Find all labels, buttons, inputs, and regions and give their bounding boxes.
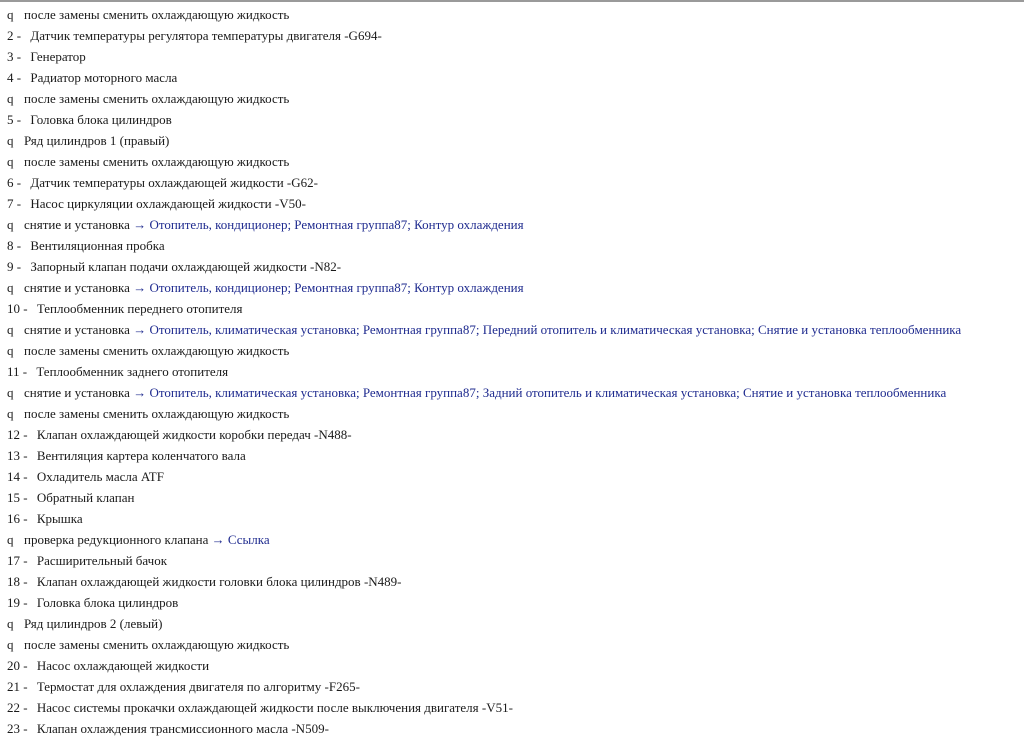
reference-link[interactable]: Отопитель, климатическая установка; Ремонтная группа87; Задний отопитель и климатическая установка; Снятие и установка теплообменника <box>149 385 947 400</box>
list-item-bullet <box>7 529 1024 550</box>
item-number: 22 - <box>7 700 28 715</box>
item-number: 8 - <box>7 238 22 253</box>
list-item-bullet <box>7 88 1024 109</box>
list-item-bullet <box>7 151 1024 172</box>
item-text: снятие и установка <box>24 280 130 295</box>
item-text: Генератор <box>30 49 86 64</box>
list-item-numbered <box>7 424 1024 445</box>
list-item-bullet <box>7 634 1024 655</box>
reference-link[interactable]: Отопитель, климатическая установка; Ремонтная группа87; Передний отопитель и климатическая установка; Снятие и установка теплообменника <box>149 322 962 337</box>
item-number: 23 - <box>7 721 28 736</box>
item-text: после замены сменить охлаждающую жидкость <box>24 343 290 358</box>
item-text: Головка блока цилиндров <box>36 595 179 610</box>
component-list <box>7 4 1024 736</box>
arrow-icon: → <box>133 322 147 337</box>
bullet-marker: q <box>7 385 14 400</box>
list-item-numbered <box>7 487 1024 508</box>
item-number: 13 - <box>7 448 28 463</box>
item-number: 9 - <box>7 259 22 274</box>
list-item-bullet <box>7 340 1024 361</box>
list-item-numbered <box>7 592 1024 613</box>
list-item-bullet <box>7 319 1024 340</box>
item-text: Термостат для охлаждения двигателя по алгоритму -F265- <box>36 679 360 694</box>
list-item-bullet <box>7 130 1024 151</box>
item-number: 12 - <box>7 427 28 442</box>
item-number: 19 - <box>7 595 28 610</box>
item-number: 10 - <box>7 301 28 316</box>
list-item-numbered <box>7 718 1024 736</box>
item-text: после замены сменить охлаждающую жидкость <box>24 637 290 652</box>
list-item-numbered <box>7 571 1024 592</box>
list-item-bullet <box>7 277 1024 298</box>
list-item-numbered <box>7 46 1024 67</box>
list-item-numbered <box>7 172 1024 193</box>
list-item-bullet <box>7 403 1024 424</box>
item-text: после замены сменить охлаждающую жидкость <box>24 7 290 22</box>
bullet-marker: q <box>7 91 14 106</box>
item-text: Запорный клапан подачи охлаждающей жидкости -N82- <box>30 259 342 274</box>
list-item-numbered <box>7 298 1024 319</box>
item-text: Расширительный бачок <box>36 553 168 568</box>
item-text: снятие и установка <box>24 217 130 232</box>
item-text: Радиатор моторного масла <box>30 70 178 85</box>
arrow-icon: → <box>133 280 147 295</box>
item-text: Теплообменник заднего отопителя <box>36 364 229 379</box>
item-number: 20 - <box>7 658 28 673</box>
item-text: после замены сменить охлаждающую жидкость <box>24 154 290 169</box>
item-number: 7 - <box>7 196 22 211</box>
item-text: Клапан охлаждающей жидкости головки блока цилиндров -N489- <box>36 574 402 589</box>
arrow-icon: → <box>211 532 225 547</box>
list-item-bullet <box>7 613 1024 634</box>
item-text: Крышка <box>36 511 83 526</box>
list-item-numbered <box>7 676 1024 697</box>
item-text: Датчик температуры охлаждающей жидкости -G62- <box>30 175 318 190</box>
list-item-numbered <box>7 109 1024 130</box>
reference-link[interactable]: Отопитель, кондиционер; Ремонтная группа87; Контур охлаждения <box>149 280 524 295</box>
list-item-bullet <box>7 4 1024 25</box>
list-item-numbered <box>7 466 1024 487</box>
list-item-numbered <box>7 361 1024 382</box>
list-item-numbered <box>7 67 1024 88</box>
reference-link[interactable]: Ссылка <box>227 532 270 547</box>
bullet-marker: q <box>7 280 14 295</box>
list-item-numbered <box>7 697 1024 718</box>
item-text: Обратный клапан <box>36 490 135 505</box>
item-text: после замены сменить охлаждающую жидкость <box>24 91 290 106</box>
item-number: 15 - <box>7 490 28 505</box>
bullet-marker: q <box>7 343 14 358</box>
item-text: Головка блока цилиндров <box>30 112 172 127</box>
item-text: Насос охлаждающей жидкости <box>36 658 210 673</box>
item-number: 11 - <box>7 364 28 379</box>
item-text: Клапан охлаждающей жидкости коробки передач -N488- <box>36 427 352 442</box>
list-item-numbered <box>7 235 1024 256</box>
item-text: Клапан охлаждения трансмиссионного масла -N509- <box>36 721 329 736</box>
item-text: после замены сменить охлаждающую жидкость <box>24 406 290 421</box>
item-text: Насос циркуляции охлаждающей жидкости -V50- <box>30 196 306 211</box>
item-number: 16 - <box>7 511 28 526</box>
item-text: Ряд цилиндров 2 (левый) <box>24 616 163 631</box>
item-number: 14 - <box>7 469 28 484</box>
item-number: 4 - <box>7 70 22 85</box>
list-item-numbered <box>7 193 1024 214</box>
item-text: Вентиляционная пробка <box>30 238 165 253</box>
item-number: 6 - <box>7 175 22 190</box>
item-text: Охладитель масла ATF <box>36 469 164 484</box>
bullet-marker: q <box>7 7 14 22</box>
reference-link[interactable]: Отопитель, кондиционер; Ремонтная группа87; Контур охлаждения <box>149 217 524 232</box>
list-item-numbered <box>7 508 1024 529</box>
bullet-marker: q <box>7 406 14 421</box>
bullet-marker: q <box>7 133 14 148</box>
item-number: 2 - <box>7 28 22 43</box>
item-text: Теплообменник переднего отопителя <box>36 301 243 316</box>
list-item-numbered <box>7 256 1024 277</box>
item-number: 18 - <box>7 574 28 589</box>
item-text: Ряд цилиндров 1 (правый) <box>24 133 170 148</box>
list-item-bullet <box>7 214 1024 235</box>
item-number: 3 - <box>7 49 22 64</box>
bullet-marker: q <box>7 217 14 232</box>
item-text: Датчик температуры регулятора температуры двигателя -G694- <box>30 28 382 43</box>
item-text: Вентиляция картера коленчатого вала <box>36 448 246 463</box>
item-text: снятие и установка <box>24 322 130 337</box>
list-item-numbered <box>7 655 1024 676</box>
item-number: 5 - <box>7 112 22 127</box>
item-text: проверка редукционного клапана <box>24 532 209 547</box>
bullet-marker: q <box>7 637 14 652</box>
arrow-icon: → <box>133 385 147 400</box>
bullet-marker: q <box>7 616 14 631</box>
item-text: снятие и установка <box>24 385 130 400</box>
list-item-bullet <box>7 382 1024 403</box>
list-item-numbered <box>7 25 1024 46</box>
item-number: 21 - <box>7 679 28 694</box>
bullet-marker: q <box>7 532 14 547</box>
list-item-numbered <box>7 550 1024 571</box>
item-text: Насос системы прокачки охлаждающей жидкости после выключения двигателя -V51- <box>36 700 513 715</box>
bullet-marker: q <box>7 322 14 337</box>
item-number: 17 - <box>7 553 28 568</box>
bullet-marker: q <box>7 154 14 169</box>
list-item-numbered <box>7 445 1024 466</box>
arrow-icon: → <box>133 217 147 232</box>
